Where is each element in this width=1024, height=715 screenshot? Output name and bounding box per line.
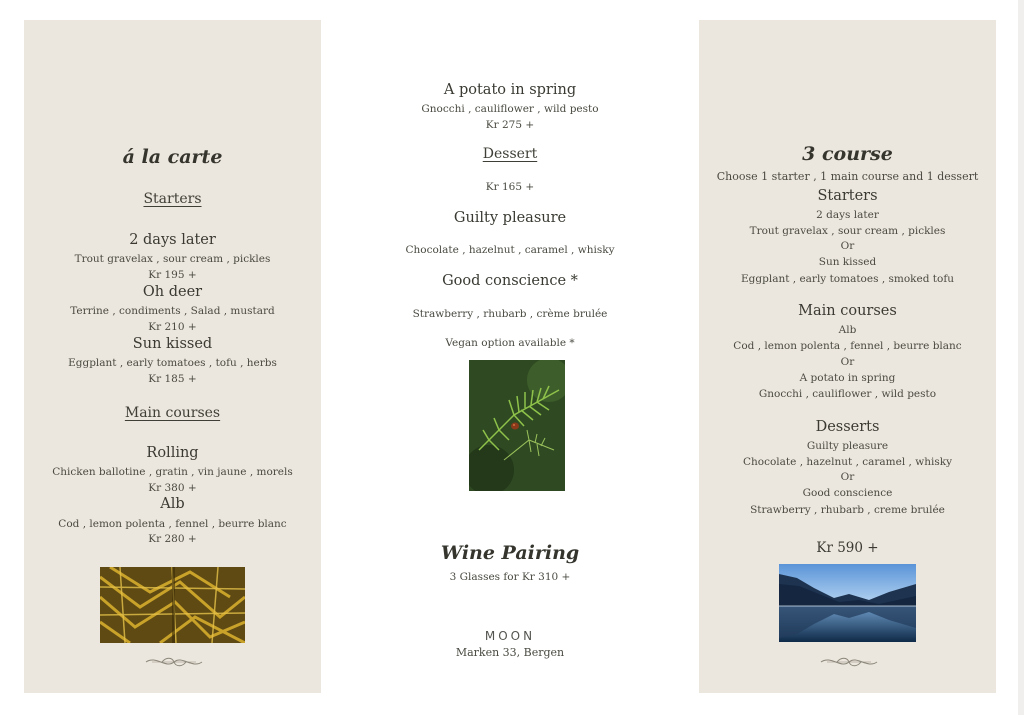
course-option: Guilty pleasure	[806, 440, 889, 452]
center-panel	[321, 20, 699, 693]
main-courses-heading: Main courses	[124, 405, 221, 421]
dish-description: Terrine , condiments , Salad , mustard	[70, 305, 275, 317]
dish-name: 2 days later	[129, 232, 216, 248]
dish-description: Cod , lemon polenta , fennel , beurre blanc	[58, 518, 287, 530]
or-separator: Or	[840, 356, 855, 368]
or-separator: Or	[840, 471, 855, 483]
three-course-price: Kr 590 +	[816, 540, 879, 556]
dessert-heading: Dessert	[482, 146, 538, 162]
dish-price: Kr 275 +	[485, 119, 535, 131]
course-option: 2 days later	[816, 209, 879, 221]
course-description: Gnocchi , cauliflower , wild pesto	[758, 388, 937, 400]
starters-heading: Starters	[143, 191, 202, 207]
a-la-carte-title: á la carte	[122, 146, 223, 168]
flourish-ornament-icon	[819, 653, 879, 671]
course-option: Alb	[838, 324, 857, 336]
dish-name: Oh deer	[142, 284, 203, 300]
dish-price: Kr 280 +	[148, 533, 197, 545]
desserts-heading: Desserts	[815, 419, 880, 435]
address: Marken 33, Bergen	[455, 646, 565, 659]
golden-fern-photo	[100, 567, 245, 643]
three-course-subtitle: Choose 1 starter , 1 main course and 1 dessert	[716, 170, 979, 183]
main-courses-heading: Main courses	[798, 303, 897, 319]
dish-price: Kr 380 +	[148, 482, 197, 494]
dish-description: Chocolate , hazelnut , caramel , whisky	[405, 244, 615, 256]
dish-description: Chicken ballotine , gratin , vin jaune , morels	[52, 466, 293, 478]
dish-description: Trout gravelax , sour cream , pickles	[74, 253, 271, 265]
brand-name: MOON	[484, 629, 536, 643]
dessert-price: Kr 165 +	[485, 181, 535, 193]
course-description: Trout gravelax , sour cream , pickles	[749, 225, 946, 237]
course-option: A potato in spring	[799, 372, 896, 384]
dish-description: Gnocchi , cauliflower , wild pesto	[421, 103, 599, 115]
a-la-carte-panel	[24, 20, 321, 693]
dish-price: Kr 195 +	[148, 269, 197, 281]
wine-pairing-title: Wine Pairing	[440, 542, 580, 564]
three-course-panel	[699, 20, 996, 693]
dish-name: Alb	[160, 496, 185, 512]
spruce-branch-photo	[469, 360, 565, 491]
page-scrollbar[interactable]	[1018, 0, 1024, 715]
fjord-mountain-photo	[779, 564, 916, 642]
three-course-title: 3 course	[802, 143, 893, 165]
or-separator: Or	[840, 240, 855, 252]
dish-description: Strawberry , rhubarb , crème brulée	[412, 308, 608, 320]
course-description: Cod , lemon polenta , fennel , beurre blanc	[733, 340, 962, 352]
dish-name: Sun kissed	[132, 336, 213, 352]
starters-heading: Starters	[817, 188, 878, 204]
dish-name: Good conscience *	[442, 273, 578, 289]
dish-price: Kr 185 +	[148, 373, 197, 385]
course-description: Eggplant , early tomatoes , smoked tofu	[741, 273, 954, 285]
dish-description: Eggplant , early tomatoes , tofu , herbs	[68, 357, 277, 369]
course-description: Strawberry , rhubarb , creme brulée	[750, 504, 945, 516]
dish-price: Kr 210 +	[148, 321, 197, 333]
wine-pairing-description: 3 Glasses for Kr 310 +	[449, 571, 571, 583]
vegan-note: Vegan option available *	[445, 337, 575, 349]
course-description: Chocolate , hazelnut , caramel , whisky	[742, 456, 953, 468]
dish-name: Guilty pleasure	[453, 210, 567, 226]
flourish-ornament-icon	[144, 653, 204, 671]
dish-name: A potato in spring	[443, 82, 577, 98]
dish-name: Rolling	[146, 445, 199, 461]
course-option: Good conscience	[802, 487, 893, 499]
course-option: Sun kissed	[818, 256, 877, 268]
